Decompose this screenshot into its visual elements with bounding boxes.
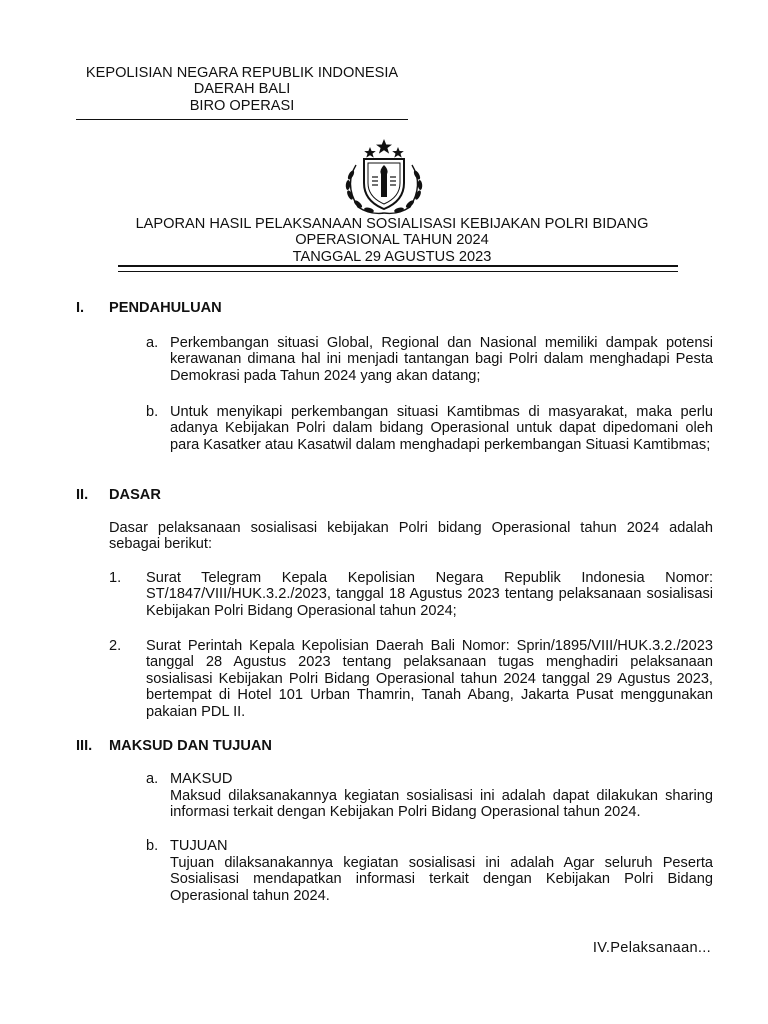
- section-1-title: PENDAHULUAN: [109, 300, 222, 316]
- title-rule-thin: [118, 271, 678, 272]
- title-line-1: LAPORAN HASIL PELAKSANAAN SOSIALISASI KEBIJAKAN POLRI BIDANG: [135, 216, 649, 232]
- maksud-text: Maksud dilaksanakannya kegiatan sosialisasi ini adalah dapat dilakukan sharing informasi terkait dengan Kebijakan Polri Bidang Operasional tahun 2024.: [170, 788, 713, 821]
- list-marker: a.: [146, 335, 159, 351]
- section-2-item-2-text: Surat Perintah Kepala Kepolisian Daerah Bali Nomor: Sprin/1895/VIII/HUK.3.2./2023 tanggal 28 Agustus 2023 tentang pelaksanaan tugas menghadiri pelaksanaan sosialisasi Kebijakan Polri Bidang Operasional tahun 2024 tanggal 29 Agustus 2023, bertempat di Hotel 101 Urban Thamrin, Tanah Abang, Jakarta Pusat menggunakan pakaian PDL II.: [146, 638, 713, 720]
- section-3-number: III.: [76, 738, 93, 754]
- section-2-number: II.: [76, 487, 89, 503]
- list-marker: 2.: [109, 638, 122, 654]
- tujuan-text: Tujuan dilaksanakannya kegiatan sosialisasi ini adalah Agar seluruh Peserta Sosialisasi mendapatkan informasi terkait dengan Kebijakan Polri Bidang Operasional tahun 2024.: [170, 855, 713, 904]
- letterhead: [76, 65, 408, 114]
- list-marker: 1.: [109, 570, 122, 586]
- section-1-item-b-text: Untuk menyikapi perkembangan situasi Kamtibmas di masyarakat, maka perlu adanya Kebijakan Polri dalam bidang Operasional untuk dapat dipedomani oleh para Kasatker atau Kasatwil dalam menghadapi perkembangan Situasi Kamtibmas;: [170, 404, 713, 453]
- tujuan-heading: TUJUAN: [170, 838, 228, 854]
- maksud-heading: MAKSUD: [170, 771, 233, 787]
- polri-emblem-icon: [334, 137, 434, 217]
- section-1-number: I.: [76, 300, 85, 316]
- section-2-intro: Dasar pelaksanaan sosialisasi kebijakan Polri bidang Operasional tahun 2024 adalah sebagai berikut:: [109, 520, 713, 553]
- letterhead-line-3: BIRO OPERASI: [189, 97, 295, 114]
- letterhead-line-1: KEPOLISIAN NEGARA REPUBLIK INDONESIA: [85, 65, 399, 81]
- title-rule-thick: [118, 265, 678, 267]
- section-2-item-1-text: Surat Telegram Kepala Kepolisian Negara Republik Indonesia Nomor: ST/1847/VIII/HUK.3.2./2023, tanggal 18 Agustus 2023 tentang pelaksanaan sosialisasi Kebijakan Polri Bidang Operasional tahun 2024;: [146, 570, 713, 619]
- report-title: [90, 216, 694, 265]
- section-3-title: MAKSUD DAN TUJUAN: [109, 738, 272, 754]
- letterhead-line-2: DAERAH BALI: [193, 81, 291, 98]
- title-line-3: TANGGAL 29 AGUSTUS 2023: [292, 248, 492, 265]
- list-marker: a.: [146, 771, 159, 787]
- section-1-item-a-text: Perkembangan situasi Global, Regional dan Nasional memiliki dampak potensi kerawanan dimana hal ini menjadi tantangan bagi Polri dalam menghadapi Pesta Demokrasi pada Tahun 2024 yang akan datang;: [170, 335, 713, 384]
- letterhead-rule: [76, 119, 408, 120]
- title-line-2: OPERASIONAL TAHUN 2024: [295, 232, 489, 249]
- section-2-title: DASAR: [109, 487, 161, 503]
- list-marker: b.: [146, 838, 159, 854]
- next-page-indicator: IV.Pelaksanaan...: [592, 940, 711, 956]
- list-marker: b.: [146, 404, 159, 420]
